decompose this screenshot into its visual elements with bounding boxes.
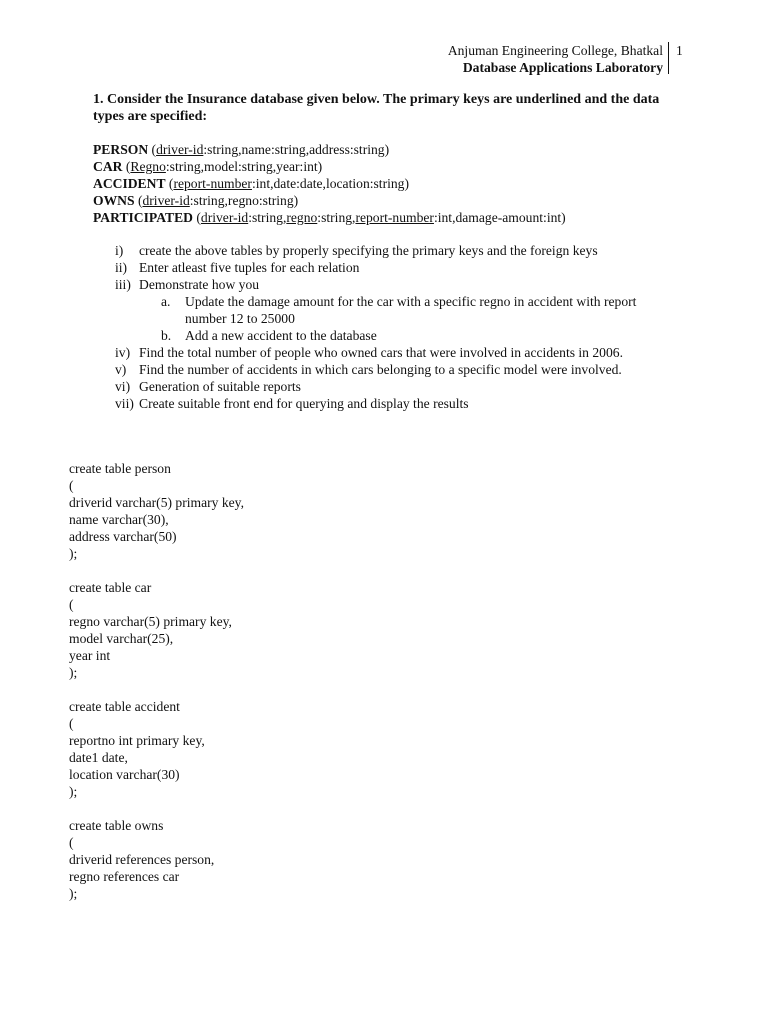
code-line: name varchar(30),: [69, 512, 169, 527]
task-number: vi): [115, 379, 131, 394]
code-line: address varchar(50): [69, 529, 177, 544]
primary-key-attribute: driver-id: [200, 210, 249, 225]
relation-attributes: :string,: [248, 210, 287, 225]
code-line: create table owns: [69, 818, 164, 833]
question-text: 1. Consider the Insurance database given below. The primary keys are underlined and the data types are specified:: [93, 92, 660, 124]
page-number: 1: [676, 43, 683, 58]
college-name: Anjuman Engineering College, Bhatkal: [447, 43, 663, 58]
task-text: Create suitable front end for querying and display the results: [139, 396, 469, 411]
relation-name: OWNS: [93, 193, 135, 208]
code-line: (: [69, 597, 74, 612]
relation-attributes: :string,: [317, 210, 356, 225]
schema-relation: [93, 209, 693, 226]
primary-key-attribute: driver-id: [156, 142, 204, 157]
code-line: model varchar(25),: [69, 631, 174, 646]
task-number: iii): [115, 277, 131, 292]
task-list: [115, 242, 675, 412]
code-line: create table accident: [69, 699, 180, 714]
code-line: [69, 800, 244, 817]
task-text: Find the total number of people who owned cars that were involved in accidents in 2006.: [139, 345, 623, 360]
subtask-number: b.: [161, 328, 172, 343]
task-text: Demonstrate how you: [139, 277, 260, 292]
code-line: );: [69, 784, 78, 799]
code-line: (: [69, 835, 74, 850]
task-number: iv): [115, 345, 131, 360]
subtask-item: [161, 293, 675, 327]
relation-attributes: :string,regno:string): [189, 193, 299, 208]
task-number: vii): [115, 396, 134, 411]
code-line: );: [69, 886, 78, 901]
relation-attributes: (: [192, 210, 201, 225]
task-item: [115, 242, 675, 259]
task-number: v): [115, 362, 127, 377]
schema-relation: [93, 175, 693, 192]
relation-name: PERSON: [93, 142, 149, 157]
relation-attributes: :string,model:string,year:int): [165, 159, 323, 174]
relation-name: ACCIDENT: [93, 176, 166, 191]
task-number: ii): [115, 260, 128, 275]
primary-key-attribute: report-number: [173, 176, 252, 191]
subtask-item: [161, 327, 675, 344]
relation-name: PARTICIPATED: [93, 210, 193, 225]
primary-key-attribute: regno: [286, 210, 318, 225]
subtask-text: Update the damage amount for the car with a specific regno in accident with report number 12 to 25000: [185, 294, 637, 326]
schema-relation: [93, 141, 693, 158]
schema-list: [93, 141, 693, 226]
task-item: [115, 395, 675, 412]
code-line: regno references car: [69, 869, 180, 884]
code-line: [69, 681, 244, 698]
relation-attributes: :int,date:date,location:string): [251, 176, 410, 191]
relation-attributes: :string,name:string,address:string): [203, 142, 390, 157]
task-item: [115, 378, 675, 395]
task-text: create the above tables by properly specifying the primary keys and the foreign keys: [139, 243, 598, 258]
code-line: create table car: [69, 580, 152, 595]
code-line: reportno int primary key,: [69, 733, 205, 748]
relation-name: CAR: [93, 159, 123, 174]
code-line: date1 date,: [69, 750, 128, 765]
task-text: Find the number of accidents in which cars belonging to a specific model were involved.: [139, 362, 622, 377]
task-text: Enter atleast five tuples for each relation: [139, 260, 360, 275]
code-line: year int: [69, 648, 111, 663]
schema-relation: [93, 158, 693, 175]
page-header: [448, 42, 663, 76]
code-line: );: [69, 546, 78, 561]
code-line: regno varchar(5) primary key,: [69, 614, 232, 629]
relation-attributes: (: [134, 193, 143, 208]
task-item: [115, 259, 675, 276]
task-item: [115, 276, 675, 293]
code-line: create table person: [69, 461, 171, 476]
code-line: location varchar(30): [69, 767, 180, 782]
code-line: driverid references person,: [69, 852, 215, 867]
code-line: (: [69, 478, 74, 493]
primary-key-attribute: Regno: [130, 159, 166, 174]
relation-attributes: (: [122, 159, 131, 174]
code-line: );: [69, 665, 78, 680]
relation-attributes: :int,damage-amount:int): [433, 210, 566, 225]
relation-attributes: (: [165, 176, 174, 191]
schema-relation: [93, 192, 693, 209]
lab-title: Database Applications Laboratory: [462, 60, 663, 75]
subtask-text: Add a new accident to the database: [185, 328, 377, 343]
relation-attributes: (: [148, 142, 157, 157]
code-line: [69, 562, 244, 579]
task-item: [115, 361, 675, 378]
primary-key-attribute: report-number: [355, 210, 434, 225]
code-line: (: [69, 716, 74, 731]
task-item: [115, 344, 675, 361]
subtask-number: a.: [161, 294, 171, 309]
sql-code-block: [69, 460, 244, 902]
code-line: driverid varchar(5) primary key,: [69, 495, 244, 510]
task-number: i): [115, 243, 124, 258]
header-divider: [668, 42, 669, 74]
primary-key-attribute: driver-id: [142, 193, 190, 208]
task-text: Generation of suitable reports: [139, 379, 301, 394]
